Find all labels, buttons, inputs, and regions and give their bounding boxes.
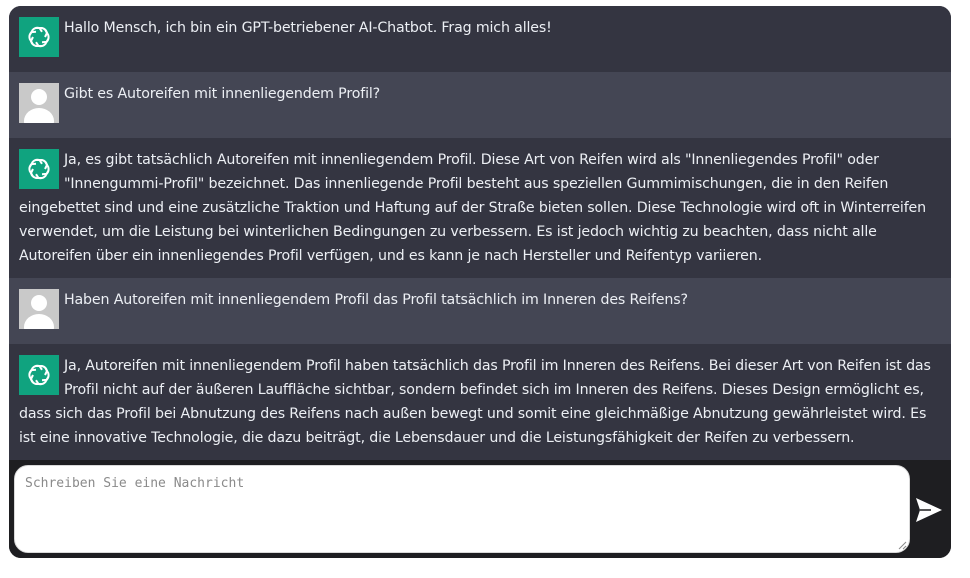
message-bot xyxy=(9,6,951,72)
message-bot xyxy=(9,344,951,460)
message-list xyxy=(9,6,951,460)
message-text: Hallo Mensch, ich bin ein GPT-betriebener AI-Chatbot. Frag mich alles! xyxy=(64,20,552,36)
user-silhouette-icon xyxy=(19,83,59,123)
message-input[interactable] xyxy=(14,465,910,553)
message-text: Gibt es Autoreifen mit innenliegendem Profil? xyxy=(64,86,381,102)
composer xyxy=(9,460,951,558)
message-text: Ja, es gibt tatsächlich Autoreifen mit innenliegendem Profil. Diese Art von Reifen wird als "Innenliegendes Profil" oder "Innengummi-Profil" bezeichnet. Das innenliegende Profil besteht aus speziellen Gummimischungen, die in den Reifen eingebettet sind und eine zusätzliche Traktion und Haftung auf der Straße bieten sollen. Diese Technologie wird oft in Winterreifen verwendet, um die Leistung bei winterlichen Bedingungen zu verbessern. Es ist jedoch wichtig zu beachten, dass nicht alle Autoreifen über ein innenliegendes Profil verfügen, und es kann je nach Hersteller und Reifentyp variieren. xyxy=(19,152,926,264)
message-bot xyxy=(9,138,951,278)
message-text: Haben Autoreifen mit innenliegendem Profil das Profil tatsächlich im Inneren des Reifens? xyxy=(64,292,688,308)
message-user xyxy=(9,278,951,344)
openai-logo-icon xyxy=(19,17,59,57)
message-text: Ja, Autoreifen mit innenliegendem Profil haben tatsächlich das Profil im Inneren des Reifens. Bei dieser Art von Reifen ist das Profil nicht auf der äußeren Lauffläche sichtbar, sondern befindet sich im Inneren des Reifens. Dieses Design ermöglicht es, dass sich das Profil bei Abnutzung des Reifens nach außen bewegt und somit eine gleichmäßige Abnutzung gewährleistet wird. Es ist eine innovative Technologie, die dazu beiträgt, die Lebensdauer und die Leistungsfähigkeit der Reifen zu verbessern. xyxy=(19,358,931,446)
resize-grip-icon[interactable] xyxy=(897,540,907,550)
send-button[interactable] xyxy=(913,494,945,526)
message-user xyxy=(9,72,951,138)
openai-logo-icon xyxy=(19,355,59,395)
chat-window xyxy=(9,6,951,558)
openai-logo-icon xyxy=(19,149,59,189)
user-silhouette-icon xyxy=(19,289,59,329)
paper-plane-icon xyxy=(913,494,945,526)
